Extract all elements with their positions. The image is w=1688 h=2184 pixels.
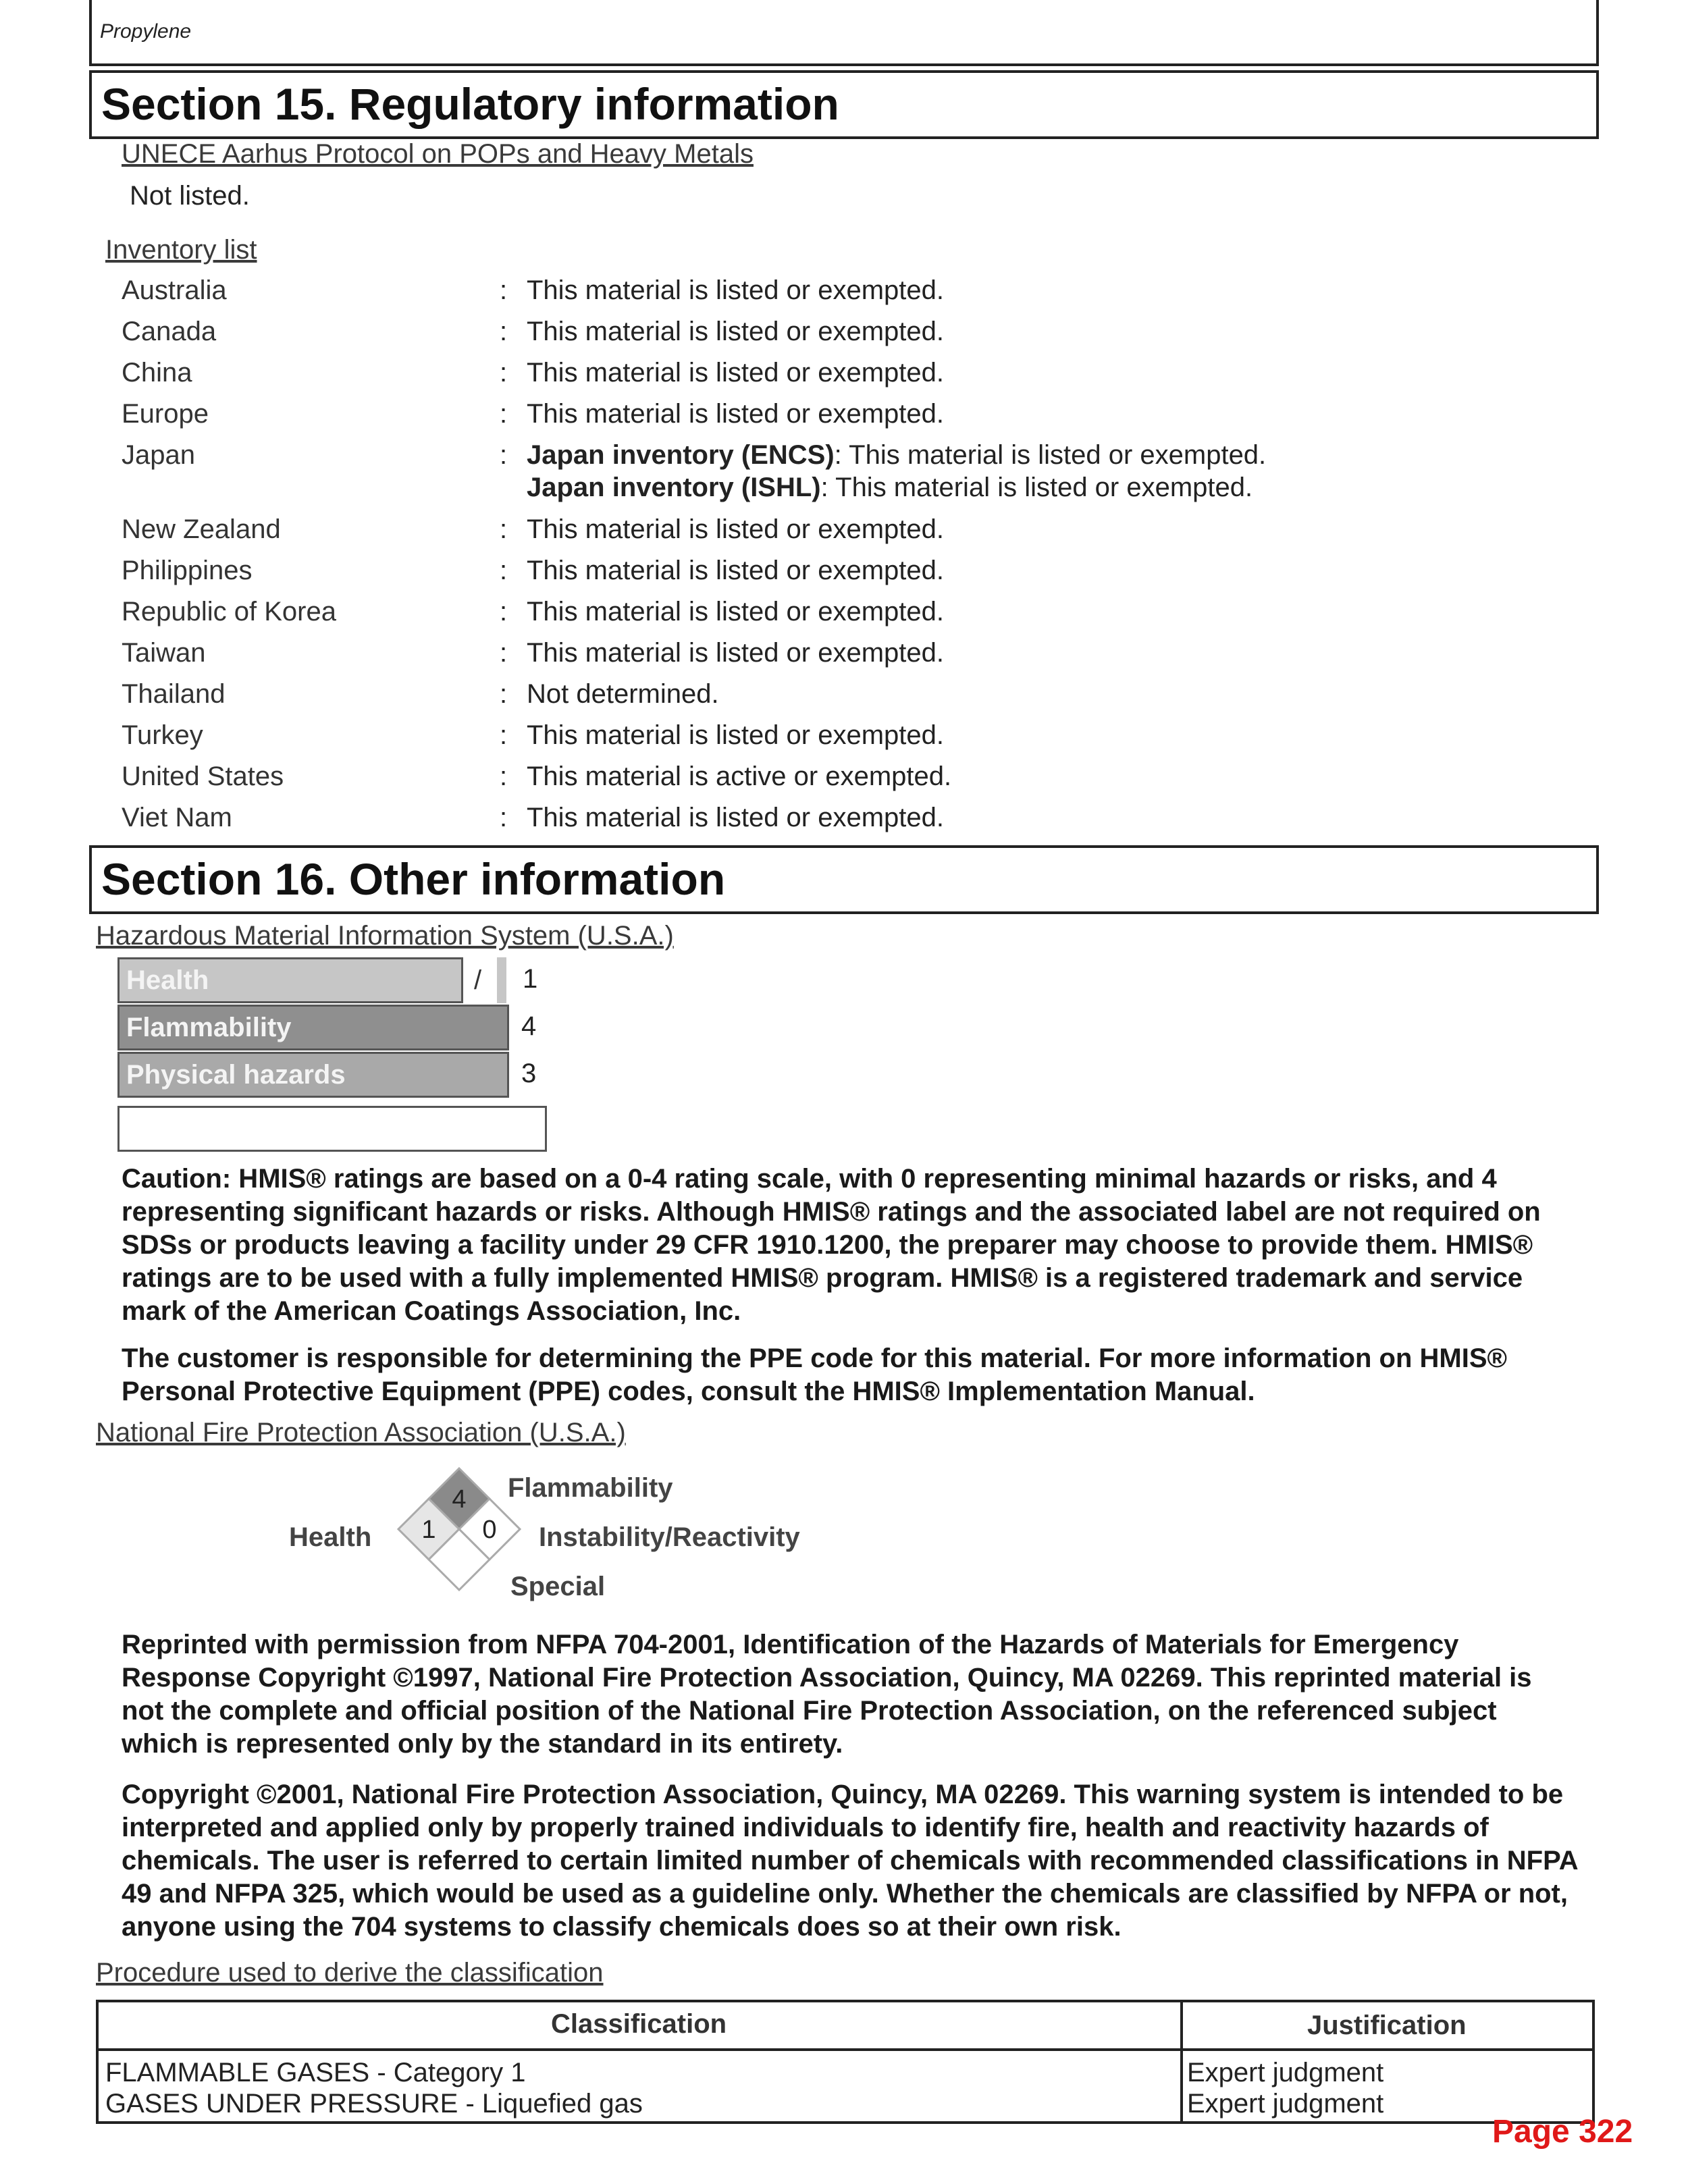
procedure-heading: Procedure used to derive the classification [96, 1958, 604, 1988]
japan-encs-label: Japan inventory (ENCS) [527, 440, 835, 470]
japan-ishl-value: : This material is listed or exempted. [820, 473, 1253, 502]
previous-section-frame [89, 0, 1599, 66]
inventory-colon: : [500, 358, 508, 388]
inventory-value: This material is listed or exempted. [527, 556, 945, 585]
table-row-justification: Expert judgment [1187, 2089, 1384, 2119]
inventory-country: Viet Nam [122, 803, 232, 832]
inventory-country: Australia [122, 275, 227, 305]
nfpa-instability-value: 0 [482, 1516, 497, 1544]
inventory-colon: : [500, 762, 508, 791]
hmis-flammability-label: Flammability [126, 1013, 292, 1042]
inventory-colon: : [500, 440, 508, 470]
inventory-row-new-zealand [122, 514, 1539, 555]
inventory-row-china [122, 358, 1539, 398]
inventory-colon: : [500, 275, 508, 305]
table-row-classification: FLAMMABLE GASES - Category 1 [105, 2058, 526, 2087]
inventory-row-europe [122, 399, 1539, 440]
inventory-colon: : [500, 679, 508, 709]
page-number: Page 322 [1492, 2114, 1633, 2150]
inventory-row-korea [122, 597, 1539, 637]
hmis-health-bar [117, 957, 463, 1003]
nfpa-flammability-label: Flammability [508, 1473, 673, 1503]
inventory-colon: : [500, 803, 508, 832]
nfpa-special-label: Special [510, 1572, 606, 1601]
hmis-health-label: Health [126, 965, 209, 995]
section-15-header [89, 70, 1599, 139]
inventory-value: This material is listed or exempted. [527, 399, 945, 429]
hmis-physical-label: Physical hazards [126, 1060, 346, 1090]
japan-encs [527, 440, 1266, 471]
inventory-colon: : [500, 317, 508, 346]
ppe-text: The customer is responsible for determining the PPE code for this material. For more information on HMIS® Personal Protective Equipment (PPE) codes, consult the HMIS® Implementation Manual. [122, 1343, 1508, 1406]
hmis-physical-value: 3 [521, 1059, 537, 1088]
unece-heading: UNECE Aarhus Protocol on POPs and Heavy Metals [122, 139, 754, 169]
hmis-heading: Hazardous Material Information System (U.S.A.) [96, 921, 674, 951]
nfpa-heading: National Fire Protection Association (U.S.A.) [96, 1418, 626, 1447]
inventory-country: Thailand [122, 679, 226, 709]
inventory-value: Not determined. [527, 679, 719, 709]
unece-value: Not listed. [130, 181, 250, 211]
inventory-row-japan [122, 440, 1539, 514]
inventory-row-turkey [122, 720, 1539, 761]
inventory-country: China [122, 358, 192, 388]
table-row-classification: GASES UNDER PRESSURE - Liquefied gas [105, 2089, 643, 2119]
inventory-value: This material is listed or exempted. [527, 720, 945, 750]
japan-encs-value: : This material is listed or exempted. [834, 440, 1267, 470]
inventory-colon: : [500, 514, 508, 544]
hmis-health-value: 1 [523, 964, 538, 994]
section-16-header [89, 845, 1599, 914]
inventory-country: Canada [122, 317, 217, 346]
inventory-value: This material is active or exempted. [527, 762, 952, 791]
inventory-country: Republic of Korea [122, 597, 336, 627]
product-name: Propylene [100, 20, 192, 43]
table-column-divider [1180, 2002, 1183, 2121]
inventory-value: This material is listed or exempted. [527, 317, 945, 346]
inventory-row-united-states [122, 762, 1539, 802]
inventory-row-taiwan [122, 638, 1539, 678]
inventory-value: This material is listed or exempted. [527, 638, 945, 668]
hmis-flammability-value: 4 [521, 1011, 537, 1041]
nfpa-flammability-value: 4 [452, 1485, 467, 1514]
hmis-health-marker: / [474, 965, 482, 995]
nfpa-instability-label: Instability/Reactivity [539, 1522, 800, 1552]
hmis-physical-bar [117, 1052, 509, 1098]
inventory-country: Philippines [122, 556, 253, 585]
inventory-colon: : [500, 720, 508, 750]
inventory-country: Turkey [122, 720, 203, 750]
nfpa-health-label: Health [289, 1522, 372, 1552]
inventory-country: Taiwan [122, 638, 206, 668]
inventory-value: This material is listed or exempted. [527, 275, 945, 305]
nfpa-health-value: 1 [421, 1516, 436, 1544]
inventory-row-philippines [122, 556, 1539, 596]
inventory-country: United States [122, 762, 284, 791]
inventory-row-thailand [122, 679, 1539, 720]
inventory-row-australia [122, 275, 1539, 316]
inventory-row-canada [122, 317, 1539, 357]
inventory-colon: : [500, 638, 508, 668]
hmis-ppe-box [117, 1106, 547, 1152]
classification-table [96, 2000, 1595, 2124]
nfpa-copyright-text: Copyright ©2001, National Fire Protection Association, Quincy, MA 02269. This warning system is intended to be interpreted and applied only by properly trained individuals to identify fire, health and reactivity hazards of chemicals. The user is referred to certain limited number of chemicals with recommended classifications in NFPA 49 and NFPA 325, which would be used as a guideline only. Whether the chemicals are classified by NFPA or not, anyone using the 704 systems to classify chemicals does so at their own risk. [122, 1780, 1578, 1942]
japan-ishl [527, 473, 1252, 503]
inventory-country: Europe [122, 399, 209, 429]
japan-ishl-label: Japan inventory (ISHL) [527, 473, 821, 502]
inventory-colon: : [500, 399, 508, 429]
section-15-title: Section 15. Regulatory information [101, 79, 839, 129]
inventory-heading: Inventory list [105, 235, 257, 265]
inventory-value: This material is listed or exempted. [527, 803, 945, 832]
hmis-health-marker-bar [497, 957, 506, 1003]
inventory-colon: : [500, 556, 508, 585]
inventory-country: Japan [122, 440, 195, 470]
classification-header: Classification [551, 2009, 727, 2039]
inventory-value: This material is listed or exempted. [527, 514, 945, 544]
inventory-colon: : [500, 597, 508, 627]
hmis-flammability-bar [117, 1005, 509, 1050]
hmis-caution-text: Caution: HMIS® ratings are based on a 0-4 rating scale, with 0 representing minimal hazards or risks, and 4 representing significant hazards or risks. Although HMIS® ratings and the associated label are not required on SDSs or products leaving a facility under 29 CFR 1910.1200, the preparer may choose to provide them. HMIS® ratings are to be used with a fully implemented HMIS® program. HMIS® is a registered trademark and service mark of the American Coatings Association, Inc. [122, 1164, 1541, 1326]
inventory-value: This material is listed or exempted. [527, 597, 945, 627]
inventory-value: This material is listed or exempted. [527, 358, 945, 388]
justification-header: Justification [1307, 2010, 1467, 2040]
section-16-title: Section 16. Other information [101, 854, 726, 904]
hmis-label [117, 957, 550, 1153]
inventory-country: New Zealand [122, 514, 281, 544]
table-row-justification: Expert judgment [1187, 2058, 1384, 2087]
nfpa-reprint-text: Reprinted with permission from NFPA 704-2001, Identification of the Hazards of Materials for Emergency Response Copyright ©1997, National Fire Protection Association, Quincy, MA 02269. This reprinted material is not the complete and official position of the National Fire Protection Association, on the referenced subject which is represented only by the standard in its entirety. [122, 1630, 1532, 1759]
inventory-row-viet-nam [122, 803, 1539, 843]
table-header-divider [99, 2048, 1592, 2051]
